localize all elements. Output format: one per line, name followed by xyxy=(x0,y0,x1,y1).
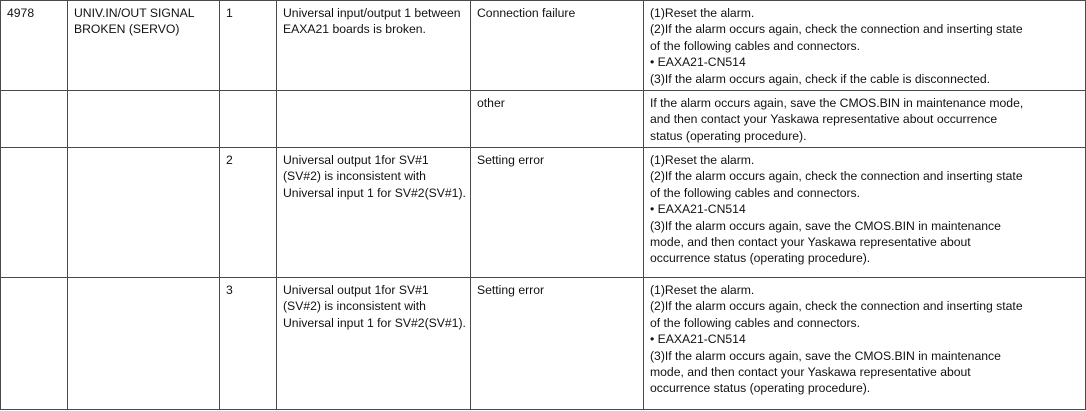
remedy-line: mode, and then contact your Yaskawa representative about xyxy=(650,365,971,380)
meaning-cell xyxy=(277,278,471,410)
empty-cell xyxy=(220,91,277,148)
alarm-number: 4978 xyxy=(7,6,35,20)
empty-cell xyxy=(277,91,471,148)
remedy-cell xyxy=(644,148,1086,278)
cause-text: Setting error xyxy=(477,153,545,167)
table-row xyxy=(1,1,1086,91)
meaning-cell xyxy=(277,148,471,278)
remedy-line: and then contact your Yaskawa representative about occurrence xyxy=(650,112,998,127)
remedy-line: occurrence status (operating procedure). xyxy=(650,251,871,266)
meaning-text: Universal output 1for SV#1 (SV#2) is inconsistent with Universal input 1 for SV#2(SV#1). xyxy=(283,283,466,330)
cause-cell xyxy=(471,1,644,91)
empty-cell xyxy=(68,91,220,148)
table-row xyxy=(1,278,1086,410)
meaning-text: Universal output 1for SV#1 (SV#2) is inconsistent with Universal input 1 for SV#2(SV#1). xyxy=(283,153,466,200)
remedy-line: • EAXA21-CN514 xyxy=(650,55,746,70)
cause-text: Setting error xyxy=(477,283,545,297)
sub-code: 3 xyxy=(226,283,233,297)
remedy-line: of the following cables and connectors. xyxy=(650,315,861,330)
cause-text: Connection failure xyxy=(477,6,576,20)
cause-cell xyxy=(471,278,644,410)
table-row xyxy=(1,91,1086,148)
remedy-line: (1)Reset the alarm. xyxy=(650,153,755,167)
remedy-line: (2)If the alarm occurs again, check the connection and inserting state xyxy=(650,299,1023,314)
cause-cell xyxy=(471,91,644,148)
sub-code-cell xyxy=(220,1,277,91)
remedy-line: (1)Reset the alarm. xyxy=(650,283,755,297)
remedy-line: • EAXA21-CN514 xyxy=(650,202,746,217)
sub-code-cell xyxy=(220,278,277,410)
remedy-line: If the alarm occurs again, save the CMOS.BIN in maintenance mode, xyxy=(650,96,1024,110)
remedy-line: (1)Reset the alarm. xyxy=(650,6,755,20)
remedy-line: • EAXA21-CN514 xyxy=(650,332,746,347)
remedy-line: of the following cables and connectors. xyxy=(650,38,861,53)
remedy-line: mode, and then contact your Yaskawa representative about xyxy=(650,235,971,250)
alarm-name: UNIV.IN/OUT SIGNAL BROKEN (SERVO) xyxy=(74,6,195,37)
empty-cell xyxy=(1,278,68,410)
cause-text: other xyxy=(477,96,505,110)
sub-code: 2 xyxy=(226,153,233,167)
cause-cell xyxy=(471,148,644,278)
remedy-cell xyxy=(644,1,1086,91)
remedy-line: of the following cables and connectors. xyxy=(650,185,861,200)
remedy-line: (3)If the alarm occurs again, save the CMOS.BIN in maintenance xyxy=(650,218,1001,233)
remedy-line: status (operating procedure). xyxy=(650,128,807,143)
remedy-line: (2)If the alarm occurs again, check the connection and inserting state xyxy=(650,22,1023,37)
sub-code-cell xyxy=(220,148,277,278)
alarm-number-cell xyxy=(1,1,68,91)
sub-code: 1 xyxy=(226,6,233,20)
remedy-cell xyxy=(644,278,1086,410)
empty-cell xyxy=(1,148,68,278)
empty-cell xyxy=(68,278,220,410)
remedy-cell xyxy=(644,91,1086,148)
meaning-text: Universal input/output 1 between EAXA21 boards is broken. xyxy=(283,6,461,37)
remedy-line: occurrence status (operating procedure). xyxy=(650,381,871,396)
remedy-line: (3)If the alarm occurs again, save the CMOS.BIN in maintenance xyxy=(650,348,1001,363)
empty-cell xyxy=(68,148,220,278)
empty-cell xyxy=(1,91,68,148)
remedy-line: (2)If the alarm occurs again, check the connection and inserting state xyxy=(650,169,1023,184)
remedy-line: (3)If the alarm occurs again, check if the cable is disconnected. xyxy=(650,71,991,86)
meaning-cell xyxy=(277,1,471,91)
table-row xyxy=(1,148,1086,278)
alarm-name-cell xyxy=(68,1,220,91)
